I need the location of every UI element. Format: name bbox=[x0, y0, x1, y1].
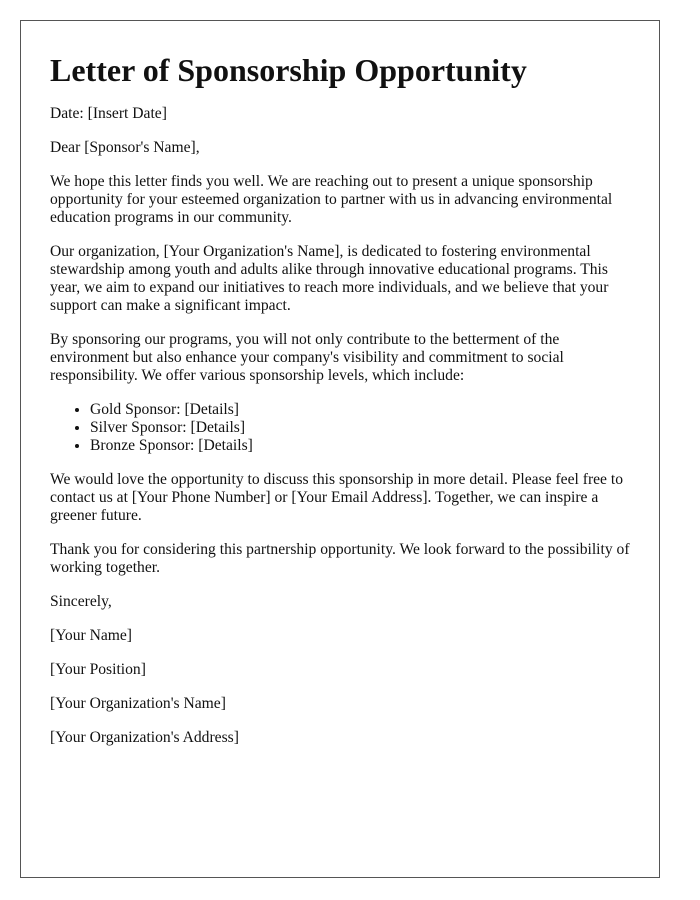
list-item-bronze-sponsor: • Bronze Sponsor: [Details] bbox=[90, 437, 640, 455]
intro-paragraph: We hope this letter finds you well. We are reaching out to present a unique sponsorship opportunity for your esteemed organization to partner with us in advancing environmental education programs in our community. bbox=[50, 173, 613, 226]
letter-title: Letter of Sponsorship Opportunity bbox=[50, 52, 527, 88]
organization-paragraph: Our organization, [Your Organization's Name], is dedicated to fostering environmental stewardship among youth and adults alike through innovative educational programs. This year, we aim to expand our initiatives to reach more individuals, and we believe that your support can make a significant impact. bbox=[50, 243, 609, 314]
thank-you-paragraph: Thank you for considering this partnership opportunity. We look forward to the possibility of working together. bbox=[50, 541, 630, 576]
salutation: Dear [Sponsor's Name], bbox=[50, 139, 200, 156]
contact-paragraph: We would love the opportunity to discuss this sponsorship in more detail. Please feel free to contact us at [Your Phone Number] or [Your Email Address]. Together, we can inspire a greener future. bbox=[50, 471, 624, 524]
signature-position: [Your Position] bbox=[50, 661, 146, 678]
letter-page bbox=[20, 20, 660, 878]
letter-content bbox=[50, 51, 640, 763]
list-item-silver-sponsor: • Silver Sponsor: [Details] bbox=[90, 419, 640, 437]
signature-address: [Your Organization's Address] bbox=[50, 729, 239, 746]
signoff: Sincerely, bbox=[50, 593, 112, 610]
sponsor-levels-list bbox=[50, 401, 640, 455]
signature-organization: [Your Organization's Name] bbox=[50, 695, 226, 712]
sponsorship-paragraph: By sponsoring our programs, you will not only contribute to the betterment of the environment but also enhance your company's visibility and commitment to social responsibility. We offer various sponsorship levels, which include: bbox=[50, 331, 564, 384]
date-line: Date: [Insert Date] bbox=[50, 105, 167, 122]
signature-name: [Your Name] bbox=[50, 627, 133, 644]
list-item-gold-sponsor: • Gold Sponsor: [Details] bbox=[90, 401, 640, 419]
